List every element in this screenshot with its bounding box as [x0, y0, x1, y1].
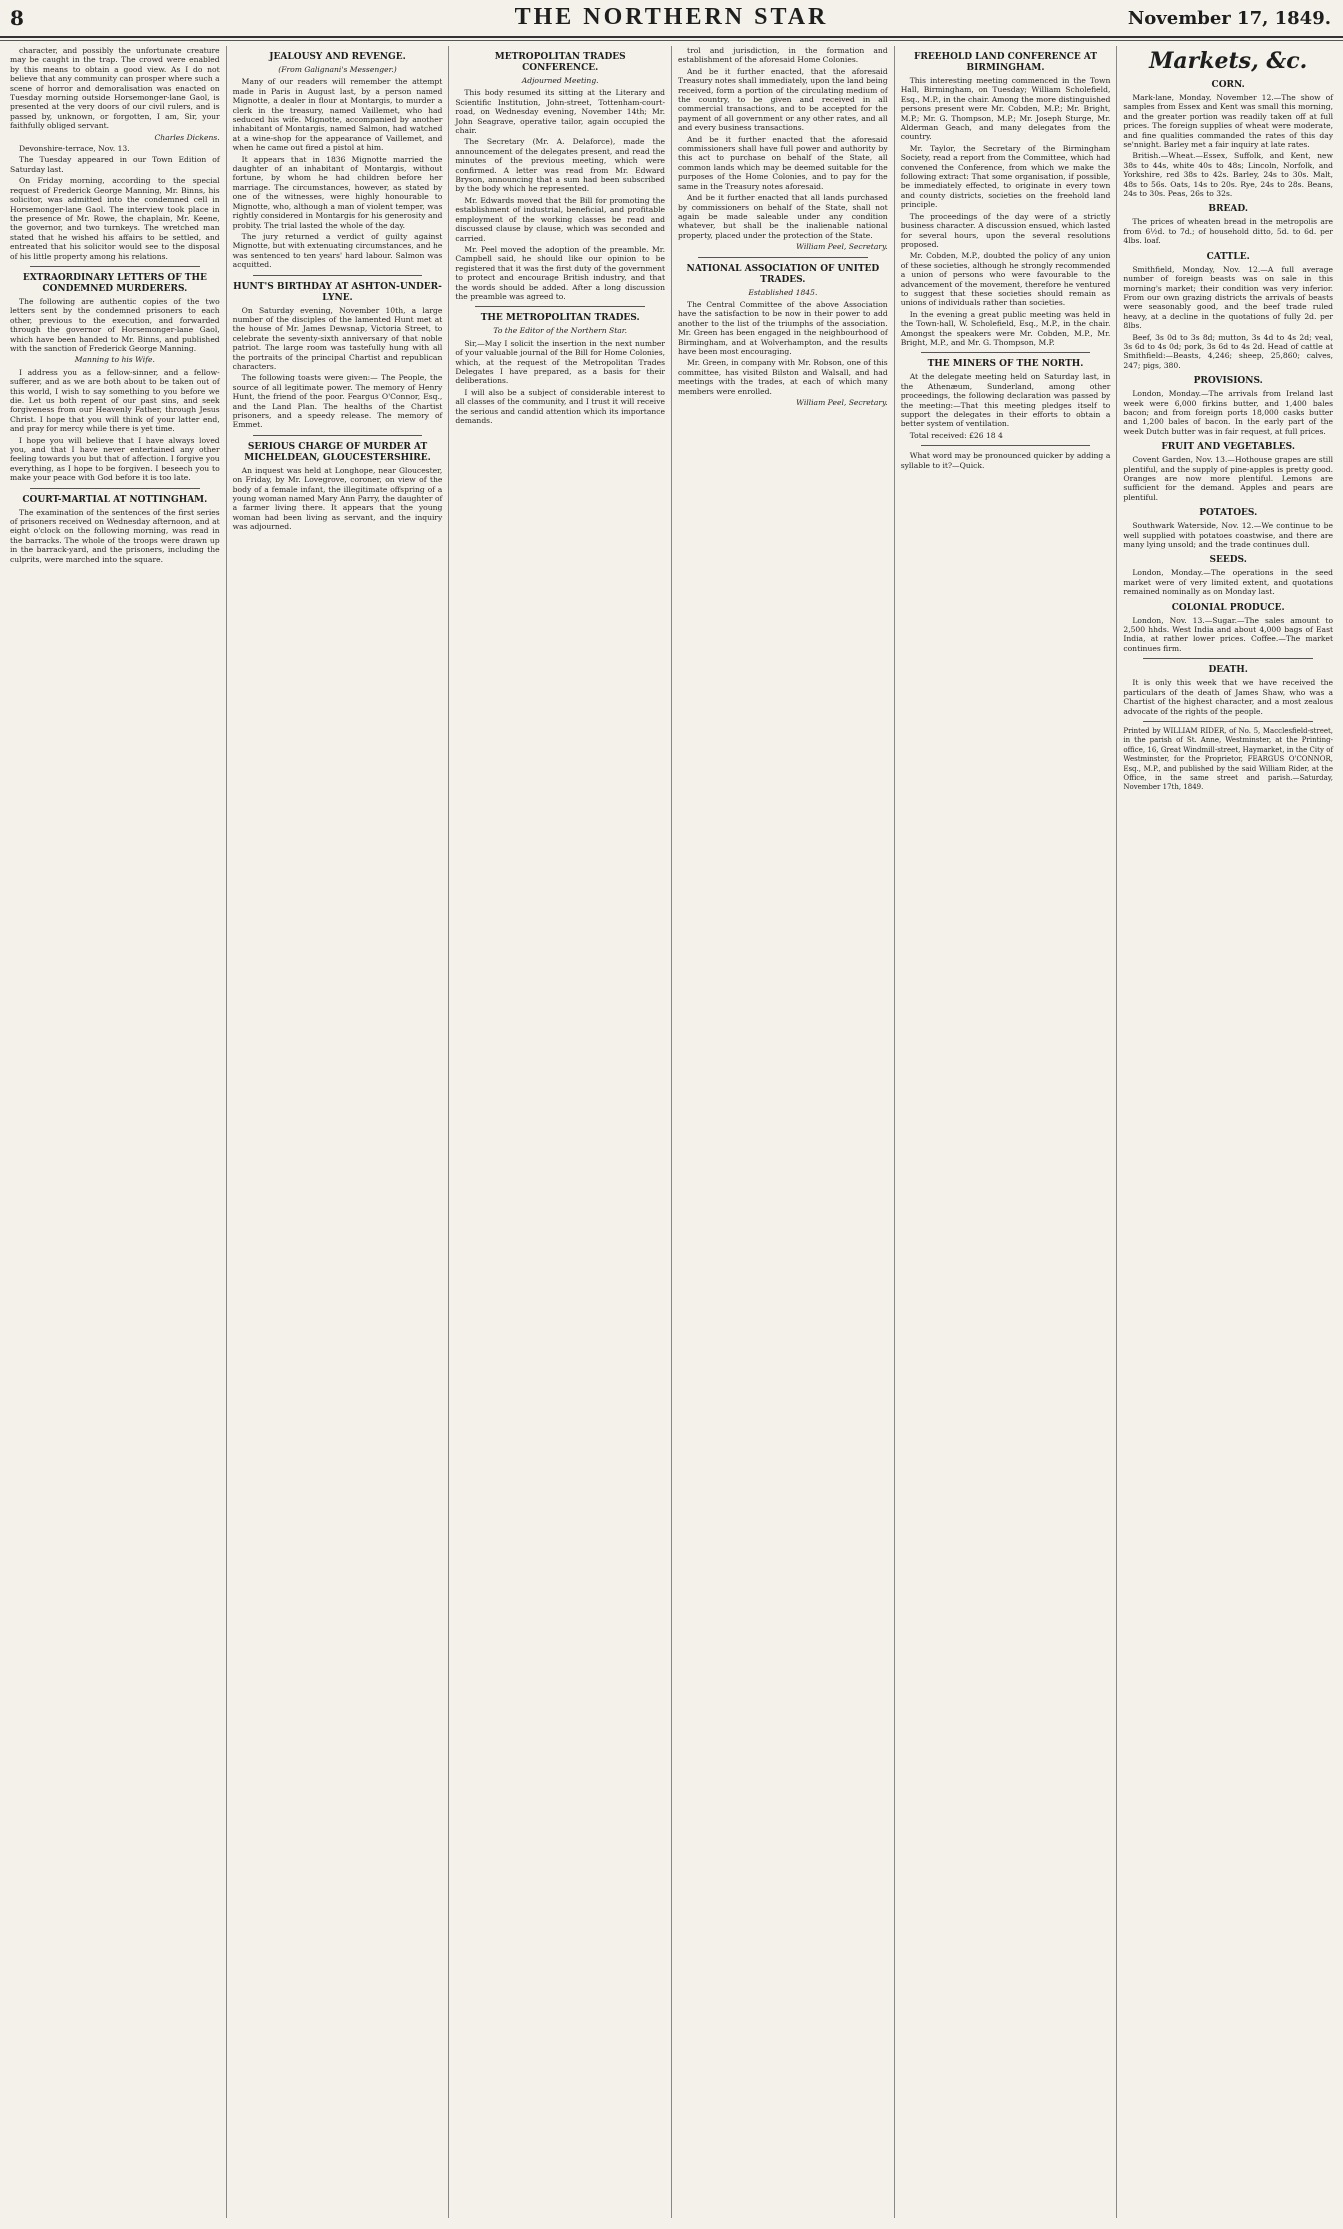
article-paragraph: Sir,—May I solicit the insertion in the next number of your valuable journal of the Bill for Home Colonies, which, at the request of the Metropolitan Trades Delegates I have prepared, as a basis for their deliberations.	[455, 338, 666, 386]
article-paragraph: This interesting meeting commenced in the Town Hall, Birmingham, on Tuesday; William Scholefield, Esq., M.P., in the chair. Among the more distinguished persons present were Mr. Cobden, M.P.; Mr. Bright, M.P.; Mr. G. Thompson, M.P.; Mr. Joseph Sturge, Mr. Alderman Geach, and many delegates from the country.	[900, 76, 1111, 142]
signature: William Peel, Secretary.	[796, 398, 888, 407]
article-paragraph: London, Monday.—The operations in the seed market were of very limited extent, and quotations remained nominally as on Monday last.	[1123, 568, 1334, 597]
issue-date: November 17, 1849.	[1127, 8, 1331, 29]
article-paragraph: Smithfield, Monday, Nov. 12.—A full average number of foreign beasts was on sale in this morning's market; their condition was very inferior. From our own grazing districts the arrivals of beasts were seasonably good, and the beef trade ruled heavy, at a decline in the quotations of fully 2d. per 8lbs.	[1123, 264, 1334, 331]
subheading: Adjourned Meeting.	[521, 76, 599, 85]
article-paragraph: The following toasts were given:— The People, the source of all legitimate power. The memory of Henry Hunt, the friend of the poor. Feargus O'Connor, Esq., and the Land Plan. The healths of the Chartist prisoners, and a speedy release. The memory of Emmet.	[232, 373, 443, 430]
column-6	[1117, 46, 1339, 2218]
dateline: Devonshire-terrace, Nov. 13.	[19, 144, 130, 154]
section-heading: COLONIAL PRODUCE.	[1171, 602, 1285, 613]
divider	[30, 266, 200, 267]
section-heading: SEEDS.	[1209, 555, 1247, 566]
article-paragraph: On Friday morning, according to the special request of Frederick George Manning, Mr. Binns, his solicitor, was admitted into the condemned cell in Horsemonger-lane Gaol. The interview took place in the presence of Mr. Rowe, the chaplain, Mr. Keene, the governor, and two turnkeys. The wretched man stated that he wished his affairs to be settled, and entreated that his solicitor would see to the disposal of his little property among his relations.	[10, 176, 220, 261]
divider	[475, 306, 645, 307]
signature: William Peel, Secretary.	[796, 242, 888, 252]
subheading: Manning to his Wife.	[74, 355, 155, 365]
article-paragraph: Mr. Edwards moved that the Bill for promoting the establishment of industrial, beneficial, and profitable employment of the working classes be read and discussed clause by clause, which was seconded and carried.	[455, 195, 666, 243]
article-paragraph: An inquest was held at Longhope, near Gloucester, on Friday, by Mr. Lovegrove, coroner, on view of the body of a female infant, the illegitimate offspring of a young woman named Mary Ann Parry, the daughter of a farmer living there. It appears that the young woman had been living as servant, and the inquiry was adjourned.	[232, 465, 443, 532]
column-5	[895, 46, 1118, 2218]
article-paragraph: The Secretary (Mr. A. Delaforce), made the announcement of the delegates present, and read the minutes of the previous meeting, which were confirmed. A letter was read from Mr. Edward Bryson, announcing that a sum had been subscribed by the body which he represented.	[455, 137, 666, 194]
article-paragraph: Southwark Waterside, Nov. 12.—We continue to be well supplied with potatoes coastwise, and there are many lying unsold; and the trade continues dull.	[1123, 521, 1334, 550]
column-1	[4, 46, 227, 2218]
article-paragraph: London, Monday.—The arrivals from Ireland last week were 6,000 firkins butter, and 1,400 bales bacon; and from foreign ports 18,000 casks butter and 1,200 bales of bacon. In the early part of the week Dutch butter was in fair request, at full prices.	[1123, 389, 1334, 436]
section-heading: THE MINERS OF THE NORTH.	[927, 359, 1084, 370]
article-paragraph: Mark-lane, Monday, November 12.—The show of samples from Essex and Kent was small this morning, and the greater portion was readily taken off at full prices. The foreign supplies of wheat were moderate, and fine qualities commanded the rates of this day se'nnight. Barley met a fair inquiry at late rates.	[1123, 93, 1334, 150]
newspaper-title: THE NORTHERN STAR	[514, 4, 829, 30]
masthead-rule	[0, 40, 1343, 41]
divider	[921, 445, 1091, 446]
column-2	[227, 46, 450, 2218]
signature: Charles Dickens.	[154, 132, 220, 142]
article-paragraph: It is only this week that we have received the particulars of the death of James Shaw, who was a Chartist of the highest character, and a most zealous advocate of the rights of the people.	[1123, 678, 1334, 716]
article-paragraph: Many of our readers will remember the attempt made in Paris in August last, by a person named Mignotte, a dealer in flour at Montargis, to murder a clerk in the treasury, named Vaillemet, who had seduced his wife. Mignotte, accompanied by another inhabitant of Montargis, named Salmon, had watched at a wine-shop for the appearance of Vaillemet, and when he came out fired a pistol at him.	[232, 77, 443, 153]
divider	[1143, 658, 1313, 659]
divider	[30, 488, 200, 489]
section-heading: EXTRAORDINARY LETTERS OF THE CONDEMNED MURDERERS.	[22, 272, 207, 294]
section-heading: JEALOUSY AND REVENGE.	[269, 52, 406, 62]
section-heading: NATIONAL ASSOCIATION OF UNITED TRADES.	[686, 263, 880, 285]
article-paragraph: I address you as a fellow-sinner, and a fellow-sufferer, and as we are both about to be taken out of this world, I wish to say something to you before we die. Let us both repent of our past sins, and seek forgiveness from our Heavenly Father, through Jesus Christ. I hope that you will think of your latter end, and pray for mercy while there is yet time.	[10, 367, 220, 434]
article-paragraph: character, and possibly the unfortunate creature may be caught in the trap. The crowd were enabled by this means to obtain a good view. As I do not believe that any community can prosper where such a scene of horror and demoralisation was enacted on Tuesday morning outside Horsemonger-lane Gaol, is presented at the very doors of our civil rulers, and is passed by, unknown, or forgotten, I am, Sir, your faithfully obliged servant.	[10, 46, 220, 131]
section-heading: FREEHOLD LAND CONFERENCE AT BIRMINGHAM.	[913, 52, 1098, 73]
article-paragraph: Total received: £26 18 4	[909, 430, 1003, 440]
article-paragraph: The proceedings of the day were of a strictly business character. A discussion ensued, which lasted for several hours, upon the several resolutions proposed.	[900, 211, 1111, 249]
divider	[1143, 721, 1313, 722]
divider	[253, 435, 423, 436]
article-paragraph: And be it further enacted, that the aforesaid Treasury notes shall immediately, upon the land being received, form a portion of the circulating medium of the country, to be given and received in all commercial transactions, and to be accepted for the payment of all government or any other rates, and all and every business transactions.	[678, 66, 888, 133]
article-paragraph: It appears that in 1836 Mignotte married the daughter of an inhabitant of Montargis, without fortune, by whom he had children before her marriage. The circumstances, however, as stated by one of the witnesses, were highly honourable to Mignotte, who, although a man of violent temper, was rightly considered in Montargis for his generosity and probity. The trial lasted the whole of the day.	[232, 154, 443, 230]
section-heading: SERIOUS CHARGE OF MURDER AT MICHELDEAN, GLOUCESTERSHIRE.	[244, 441, 431, 463]
page-number: 8	[10, 6, 24, 30]
masthead	[0, 0, 1343, 38]
section-heading: POTATOES.	[1199, 508, 1258, 519]
article-paragraph: Beef, 3s 0d to 3s 8d; mutton, 3s 4d to 4s 2d; veal, 3s 6d to 4s 0d; pork, 3s 6d to 4s 2d. Head of cattle at Smithfield:—Beasts, 4,246; sheep, 25,860; calves, 247; pigs, 380.	[1123, 332, 1334, 370]
article-paragraph: And be it further enacted that the aforesaid commissioners shall have full power and authority by this act to purchase on behalf of the State, all common lands which may be deemed suitable for the purposes of the Home Colonies, and to pay for the same in the Treasury notes aforesaid.	[678, 134, 888, 191]
subheading: (From Galignani's Messenger.)	[278, 65, 397, 74]
section-heading: COURT-MARTIAL AT NOTTINGHAM.	[22, 494, 208, 505]
article-paragraph: The jury returned a verdict of guilty against Mignotte, but with extenuating circumstances, and he was sentenced to ten years' hard labour. Salmon was acquitted.	[232, 231, 443, 270]
article-paragraph: Mr. Taylor, the Secretary of the Birmingham Society, read a report from the Committee, which had convened the Conference, from which we make the following extract: That some organisation, if possible, be immediately effected, to originate in every town and county districts, societies on the freehold land principle.	[900, 143, 1111, 210]
subheading: Established 1845.	[748, 287, 818, 297]
section-heading: HUNT'S BIRTHDAY AT ASHTON-UNDER-LYNE.	[233, 281, 442, 303]
article-paragraph: I will also be a subject of considerable interest to all classes of the community, and I trust it will receive the serious and candid attention which its importance demands.	[455, 387, 666, 425]
article-paragraph: The Central Committee of the above Association have the satisfaction to be now in their power to add another to the list of the triumphs of the association. Mr. Green has been engaged in the neighbourhood of Birmingham, and at Wolverhampton, and the results have been most encouraging.	[678, 299, 888, 356]
riddle: What word may be pronounced quicker by adding a syllable to it?—Quick.	[900, 451, 1111, 470]
article-paragraph: Mr. Peel moved the adoption of the preamble. Mr. Campbell said, he should like our opinion to be registered that it was the first duty of the government to protect and encourage British industry, and that the words should be added. After a long discussion the preamble was agreed to.	[455, 244, 666, 301]
article-paragraph: The examination of the sentences of the first series of prisoners received on Wednesday afternoon, and at eight o'clock on the following morning, was read in the barracks. The whole of the troops were drawn up in the barrack-yard, and the prisoners, including the culprits, were marched into the square.	[10, 507, 220, 564]
article-paragraph: On Saturday evening, November 10th, a large number of the disciples of the lamented Hunt met at the house of Mr. James Dewsnap, Victoria Street, to celebrate the seventy-sixth anniversary of that noble patriot. The large room was tastefully hung with all the portraits of the principal Chartist and republican characters.	[232, 305, 443, 371]
section-heading: DEATH.	[1208, 665, 1248, 676]
article-paragraph: Mr. Green, in company with Mr. Robson, one of this committee, has visited Bilston and Walsall, and had meetings with the trades, at each of which many members were enrolled.	[678, 358, 888, 396]
divider	[253, 275, 423, 276]
section-heading: CORN.	[1211, 80, 1245, 90]
article-paragraph: The prices of wheaten bread in the metropolis are from 6½d. to 7d.; of household ditto, 5d. to 6d. per 4lbs. loaf.	[1123, 217, 1334, 246]
article-paragraph: London, Nov. 13.—Sugar.—The sales amount to 2,500 hhds. West India and about 4,000 bags of East India, at rather lower prices. Coffee.—The market continues firm.	[1123, 615, 1334, 653]
article-paragraph: The following are authentic copies of the two letters sent by the condemned prisoners to each other, previous to the execution, and forwarded through the governor of Horsemonger-lane Gaol, which have been handed to Mr. Binns, and published with the sanction of Frederick George Manning.	[10, 296, 220, 353]
columns	[4, 46, 1339, 2218]
article-paragraph: trol and jurisdiction, in the formation and establishment of the aforesaid Home Colonies.	[678, 46, 888, 65]
article-paragraph: At the delegate meeting held on Saturday last, in the Athenæum, Sunderland, among other proceedings, the following declaration was passed by the meeting:—That this meeting pledges itself to support the delegates in their efforts to obtain a better system of ventilation.	[900, 372, 1111, 429]
printer-imprint: Printed by WILLIAM RIDER, of No. 5, Macclesfield-street, in the parish of St. Anne, Westminster, at the Printing-office, 16, Great Windmill-street, Haymarket, in the City of Westminster, for the Proprietor, FEARGUS O'CONNOR, Esq., M.P., and published by the said William Rider, at the Office, in the same street and parish.—Saturday, November 17th, 1849.	[1123, 726, 1334, 792]
column-3	[449, 46, 672, 2218]
subheading: To the Editor of the Northern Star.	[493, 326, 628, 336]
markets-heading: Markets, &c.	[1149, 48, 1308, 74]
column-4	[672, 46, 895, 2218]
article-paragraph: And be it further enacted that all lands purchased by commissioners on behalf of the State, shall not again be made saleable under any condition whatever, but shall be the inalienable national property, placed under the protection of the State.	[678, 193, 888, 240]
article-paragraph: This body resumed its sitting at the Literary and Scientific Institution, John-street, Tottenham-court-road, on Wednesday evening, November 14th; Mr. John Seagrave, operative tailor, again occupied the chair.	[455, 88, 666, 136]
article-paragraph: In the evening a great public meeting was held in the Town-hall, W. Scholefield, Esq., M.P., in the chair. Amongst the speakers were Mr. Cobden, M.P., Mr. Bright, M.P., and Mr. G. Thompson, M.P.	[900, 309, 1111, 347]
article-paragraph: British.—Wheat.—Essex, Suffolk, and Kent, new 38s to 44s, white 40s to 48s; Lincoln, Norfolk, and Yorkshire, red 38s to 42s. Barley, 24s to 30s. Malt, 48s to 56s. Oats, 14s to 20s. Rye, 24s to 28s. Beans, 24s to 30s. Peas, 26s to 32s.	[1123, 151, 1334, 199]
section-heading: PROVISIONS.	[1193, 376, 1263, 387]
section-heading: THE METROPOLITAN TRADES.	[480, 313, 640, 324]
section-heading: CATTLE.	[1206, 251, 1250, 262]
section-heading: FRUIT AND VEGETABLES.	[1161, 442, 1295, 453]
article-paragraph: The Tuesday appeared in our Town Edition of Saturday last.	[10, 155, 220, 174]
section-heading: METROPOLITAN TRADES CONFERENCE.	[494, 52, 626, 73]
divider	[921, 352, 1091, 353]
article-paragraph: I hope you will believe that I have always loved you, and that I have never entertained any other feeling towards you but that of affection. I forgive you everything, as I hope to be forgiven. I beseech you to make your peace with God before it is too late.	[10, 435, 220, 483]
section-heading: BREAD.	[1208, 204, 1248, 215]
article-paragraph: Mr. Cobden, M.P., doubted the policy of any union of these societies, although he strongly recommended a union of persons who were favourable to the advancement of the movement, therefore he ventured to suggest that these societies should remain as unions of individuals rather than societies.	[900, 251, 1111, 308]
article-paragraph: Covent Garden, Nov. 13.—Hothouse grapes are still plentiful, and the supply of pine-apples is pretty good. Oranges are now more plentiful. Lemons are sufficient for the demand. Apples and pears are plentiful.	[1123, 455, 1334, 502]
divider	[698, 257, 868, 258]
